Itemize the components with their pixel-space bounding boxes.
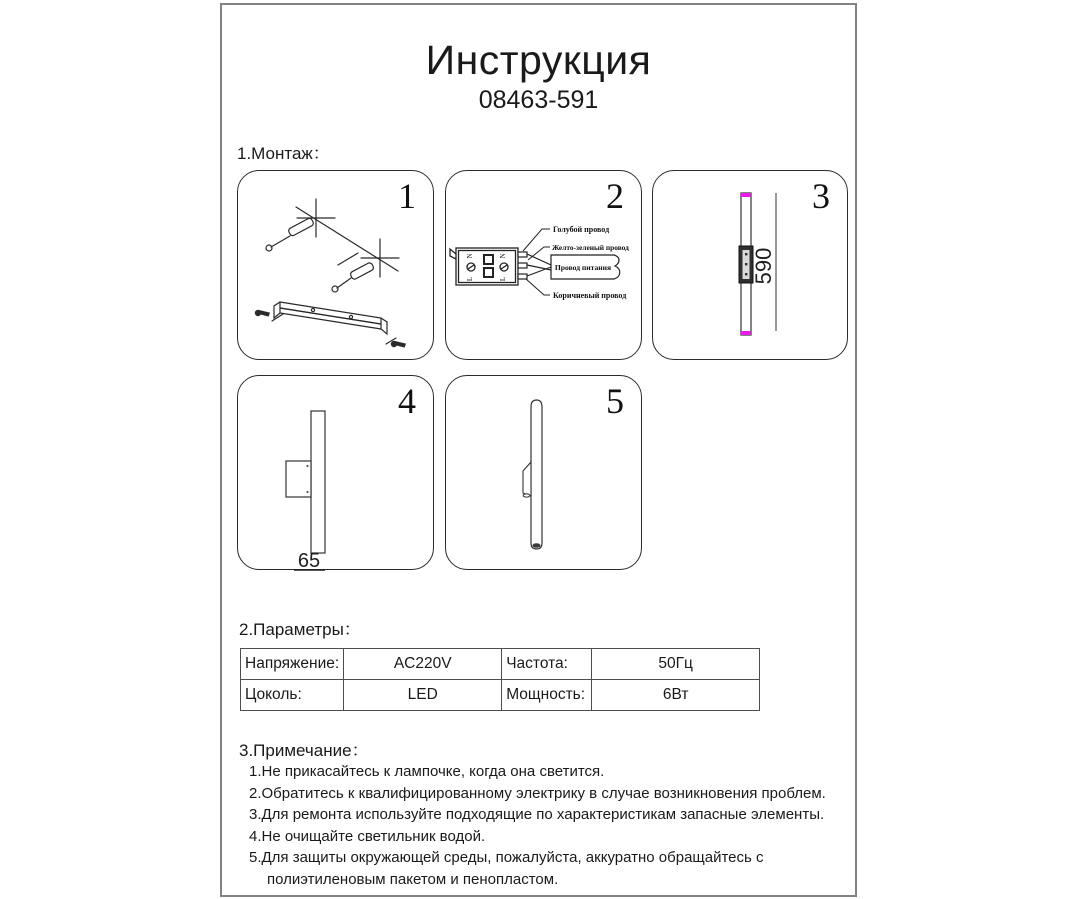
panel-number: 3 (812, 176, 830, 216)
note-item: 4.Не очищайте светильник водой. (249, 827, 486, 845)
table-row (241, 649, 760, 680)
parameters-table (240, 648, 760, 711)
panel-number: 1 (398, 176, 416, 216)
param-label-power: Мощность: (502, 680, 592, 711)
param-value-power: 6Вт (592, 680, 760, 711)
wire-label-blue: Голубой провод (553, 225, 610, 234)
wires (518, 252, 551, 279)
panel-number: 2 (606, 176, 624, 216)
notes-list (249, 761, 829, 890)
wall-bracket (523, 462, 531, 496)
dimension-depth-label: 65 (297, 550, 321, 571)
param-value-frequency: 50Гц (592, 649, 760, 680)
param-label-socket: Цоколь: (241, 680, 344, 711)
note-item: 3.Для ремонта используйте подходящие по характеристикам запасные элементы. (249, 806, 825, 823)
param-label-frequency: Частота: (502, 649, 592, 680)
table-row (241, 680, 760, 711)
terminal-n-left: N (466, 253, 474, 259)
leader-lines (523, 229, 550, 295)
note-item: 5.Для защиты окружающей среды, пожалуйста, аккуратно обращайтесь с полиэтиленовым пакетом и пенопластом. (249, 849, 764, 888)
wire-label-yellow-green: Желто-зеленый провод (552, 243, 629, 252)
terminal-l-left: L (466, 276, 474, 282)
param-label-voltage: Напряжение: (241, 649, 344, 680)
model-number: 08463-591 (478, 86, 599, 114)
wire-label-power: Провод питания (554, 263, 612, 272)
page-title: Инструкция (425, 37, 652, 83)
montage-panel-5 (445, 375, 642, 570)
panel-number: 4 (398, 381, 416, 421)
wire-label-brown: Коричневый провод (553, 291, 627, 300)
light-aperture (533, 543, 541, 548)
montage-panel-1 (237, 170, 434, 360)
panel-number: 5 (606, 381, 624, 421)
dimension-length-label: 590 (750, 247, 776, 285)
montage-panel-3 (652, 170, 848, 360)
instruction-sheet (220, 3, 857, 897)
fixture-tube (531, 400, 542, 549)
section-heading-notes: 3.Примечание： (239, 741, 369, 760)
note-item: 2.Обратитесь к квалифицированному электрику в случае возникновения проблем. (249, 784, 826, 802)
terminal-l-right: L (499, 276, 507, 282)
fixture-end-cap-top (741, 193, 751, 197)
section-heading-parameters: 2.Параметры： (239, 620, 361, 639)
note-item: 1.Не прикасайтесь к лампочке, когда она светится. (249, 763, 605, 780)
terminal-block (450, 248, 518, 285)
montage-panel-4 (237, 375, 434, 570)
terminal-n-right: N (499, 253, 507, 259)
fixture-end-cap-bottom (741, 331, 751, 335)
section-heading-montage: 1.Монтаж： (237, 144, 330, 163)
param-value-voltage: AC220V (344, 649, 502, 680)
param-value-socket: LED (344, 680, 502, 711)
montage-panel-2 (445, 170, 642, 360)
